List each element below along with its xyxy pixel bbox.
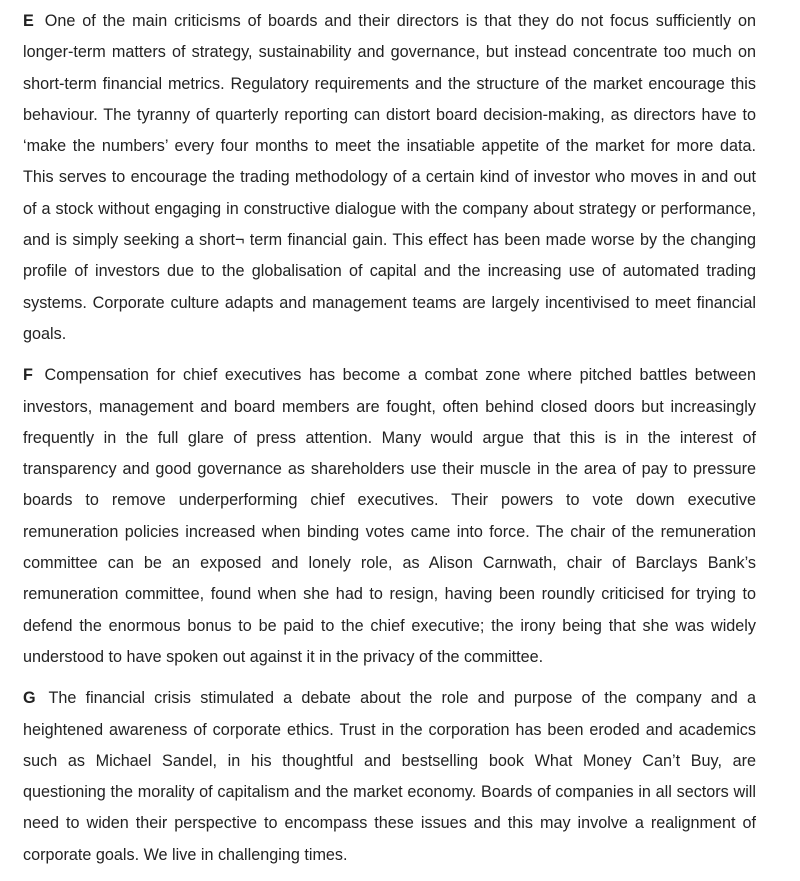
document-body xyxy=(23,6,756,881)
paragraph-text: Compensation for chief executives has become a combat zone where pitched battles between investors, management and board members are fought, often behind closed doors but increasingly frequently in the full glare of press attention. Many would argue that this is in the interest of transparency and good governance as shareholders use their muscle in the area of pay to pressure boards to remove underperforming chief executives. Their powers to vote down executive remuneration policies increased when binding votes came into force. The chair of the remuneration committee can be an exposed and lonely role, as Alison Carnwath, chair of Barclays Bank’s remuneration committee, found when she had to resign, having been roundly criticised for trying to defend the enormous bonus to be paid to the chief executive; the irony being that she was widely understood to have spoken out against it in the privacy of the committee. xyxy=(23,366,756,666)
paragraph-label: E xyxy=(23,12,34,30)
paragraph-e xyxy=(23,6,756,350)
paragraph-label: F xyxy=(23,366,33,385)
paragraph-g xyxy=(23,683,756,871)
paragraph-text: The financial crisis stimulated a debate about the role and purpose of the company and a heightened awareness of corporate ethics. Trust in the corporation has been eroded and academics such as Michael Sandel, in his thoughtful and bestselling book What Money Can’t Buy, are questioning the morality of capitalism and the market economy. Boards of companies in all sectors will need to widen their perspective to encompass these issues and this may involve a realignment of corporate goals. We live in challenging times. xyxy=(23,689,756,864)
paragraph-f xyxy=(23,360,756,673)
paragraph-label: G xyxy=(23,689,36,708)
paragraph-text: One of the main criticisms of boards and their directors is that they do not focus sufficiently on longer-term matters of strategy, sustainability and governance, but instead concentrate too much on short-term financial metrics. Regulatory requirements and the structure of the market encourage this behaviour. The tyranny of quarterly reporting can distort board decision-making, as directors have to ‘make the numbers’ every four months to meet the insatiable appetite of the market for more data. This serves to encourage the trading methodology of a certain kind of investor who moves in and out of a stock without engaging in constructive dialogue with the company about strategy or performance, and is simply seeking a short¬ term financial gain. This effect has been made worse by the changing profile of investors due to the globalisation of capital and the increasing use of automated trading systems. Corporate culture adapts and management teams are largely incentivised to meet financial goals. xyxy=(23,12,757,343)
